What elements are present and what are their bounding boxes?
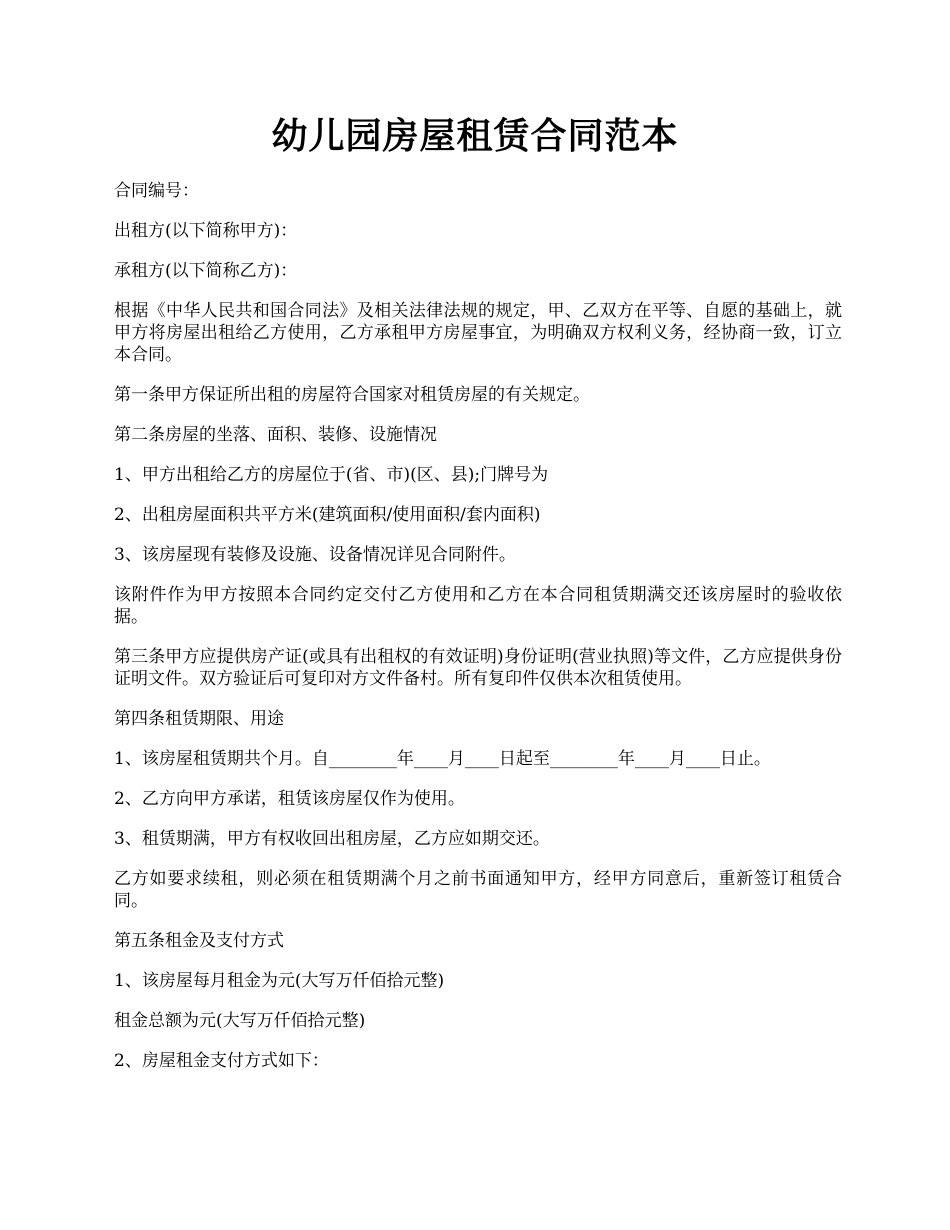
article-5-heading: 第五条租金及支付方式 (114, 931, 284, 951)
article-2-item-2: 2、出租房屋面积共平方米(建筑面积/使用面积/套内面积) (114, 505, 541, 525)
article-2-heading: 第二条房屋的坐落、面积、装修、设施情况 (114, 425, 437, 445)
total-rent-line: 租金总额为元(大写万仟佰拾元整) (114, 1011, 366, 1031)
renewal-paragraph: 乙方如要求续租，则必须在租赁期满个月之前书面通知甲方，经甲方同意后，重新签订租赁合同。 (114, 869, 842, 911)
lessor-line: 出租方(以下简称甲方)： (114, 221, 298, 241)
article-1: 第一条甲方保证所出租的房屋符合国家对租赁房屋的有关规定。 (114, 385, 590, 405)
article-4-item-1: 1、该房屋租赁期共个月。自________年____月____日起至________年____月____日止。 (114, 749, 771, 769)
article-5-item-2: 2、房屋租金支付方式如下： (114, 1051, 329, 1071)
document-title: 幼儿园房屋租赁合同范本 (271, 115, 679, 157)
contract-number-line: 合同编号： (114, 181, 199, 201)
preamble-paragraph: 根据《中华人民共和国合同法》及相关法律法规的规定，甲、乙双方在平等、自愿的基础上，就甲方将房屋出租给乙方使用，乙方承租甲方房屋事宜，为明确双方权利义务，经协商一致，订立本合同。 (114, 301, 842, 365)
document-body (114, 180, 842, 1090)
article-2-item-3: 3、该房屋现有装修及设施、设备情况详见合同附件。 (114, 545, 516, 565)
article-3: 第三条甲方应提供房产证(或具有出租权的有效证明)身份证明(营业执照)等文件，乙方应提供身份证明文件。双方验证后可复印对方文件备村。所有复印件仅供本次租赁使用。 (114, 647, 842, 689)
article-5-item-1: 1、该房屋每月租金为元(大写万仟佰拾元整) (114, 971, 445, 991)
article-4-item-2: 2、乙方向甲方承诺，租赁该房屋仅作为使用。 (114, 789, 465, 809)
attachment-paragraph: 该附件作为甲方按照本合同约定交付乙方使用和乙方在本合同租赁期满交还该房屋时的验收依据。 (114, 585, 842, 627)
lessee-line: 承租方(以下简称乙方)： (114, 261, 298, 281)
article-4-item-3: 3、租赁期满，甲方有权收回出租房屋，乙方应如期交还。 (114, 829, 550, 849)
article-2-item-1: 1、甲方出租给乙方的房屋位于(省、市)(区、县);门牌号为 (114, 465, 549, 485)
article-4-heading: 第四条租赁期限、用途 (114, 709, 284, 729)
